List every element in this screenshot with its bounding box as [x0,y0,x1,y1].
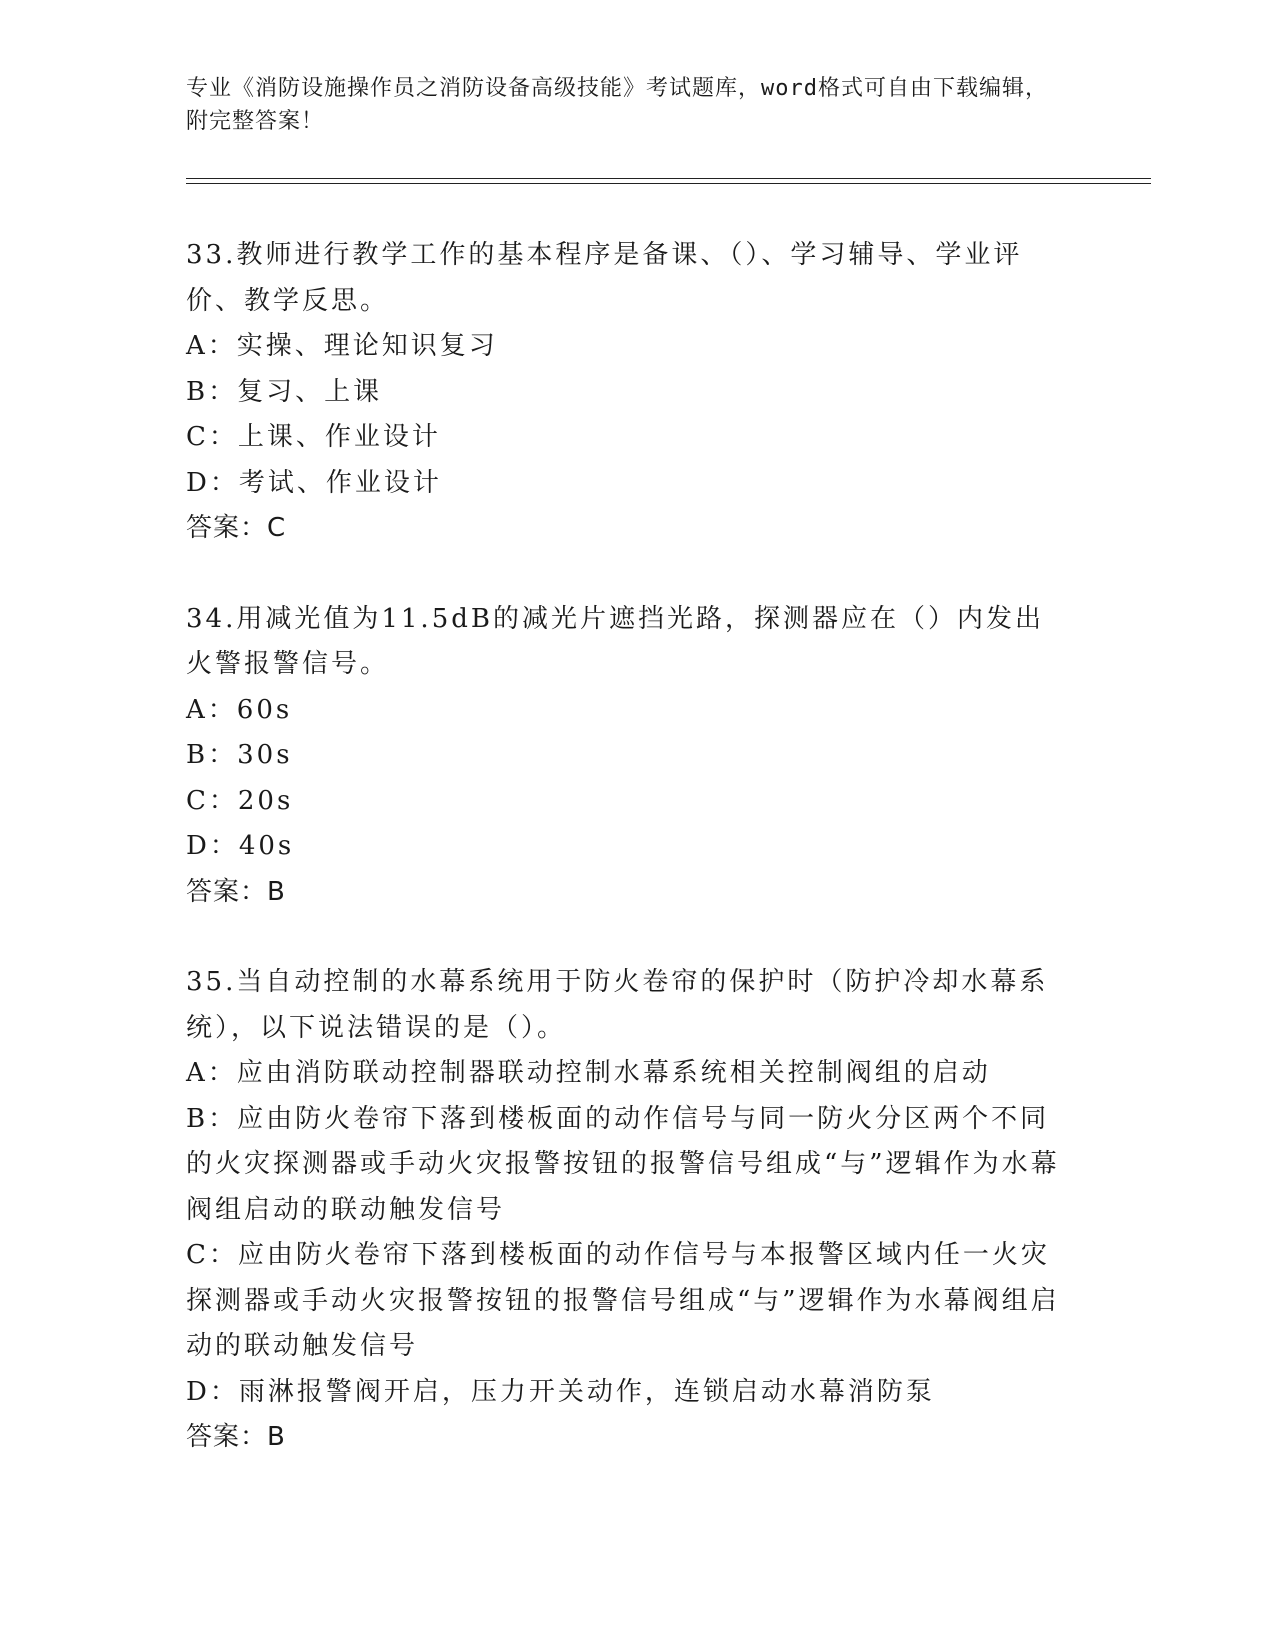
question-34 [186,597,1066,916]
question-33 [186,233,1066,552]
option-c: C：上课、作业设计 [186,422,441,452]
question-list [186,233,1066,1461]
document-header [186,72,1066,138]
answer-line: 答案：B [186,1422,286,1452]
question-stem: 33.教师进行教学工作的基本程序是备课、（）、学习辅导、学业评价、教学反思。 [186,240,1023,316]
option-b: B：复习、上课 [186,376,383,407]
answer-line: 答案：C [186,513,287,543]
header-text: 专业《消防设施操作员之消防设备高级技能》考试题库，word格式可自由下载编辑，附完整答案！ [186,76,1048,134]
header-divider-top [186,178,1151,179]
option-d: D：40s [186,831,295,861]
option-c: C：20s [186,785,294,816]
option-a: A：应由消防联动控制器联动控制水幕系统相关控制阀组的启动 [186,1058,991,1088]
option-b: B：30s [186,740,293,770]
option-b: B：应由防火卷帘下落到楼板面的动作信号与同一防火分区两个不同的火灾探测器或手动火灾报警按钮的报警信号组成“与”逻辑作为水幕阀组启动的联动触发信号 [186,1103,1060,1225]
option-d: D：考试、作业设计 [186,467,442,498]
question-stem: 34.用减光值为11.5dB的减光片遮挡光路，探测器应在（）内发出火警报警信号。 [186,603,1044,679]
option-c: C：应由防火卷帘下落到楼板面的动作信号与本报警区域内任一火灾探测器或手动火灾报警按钮的报警信号组成“与”逻辑作为水幕阀组启动的联动触发信号 [186,1240,1060,1361]
option-d: D：雨淋报警阀开启，压力开关动作，连锁启动水幕消防泵 [186,1376,935,1407]
header-divider-bottom [186,183,1151,184]
option-a: A：实操、理论知识复习 [186,331,498,361]
question-stem: 35.当自动控制的水幕系统用于防火卷帘的保护时（防护冷却水幕系统），以下说法错误的是（）。 [186,967,1049,1043]
option-a: A：60s [186,694,293,725]
answer-line: 答案：B [186,876,286,907]
question-35 [186,960,1066,1461]
